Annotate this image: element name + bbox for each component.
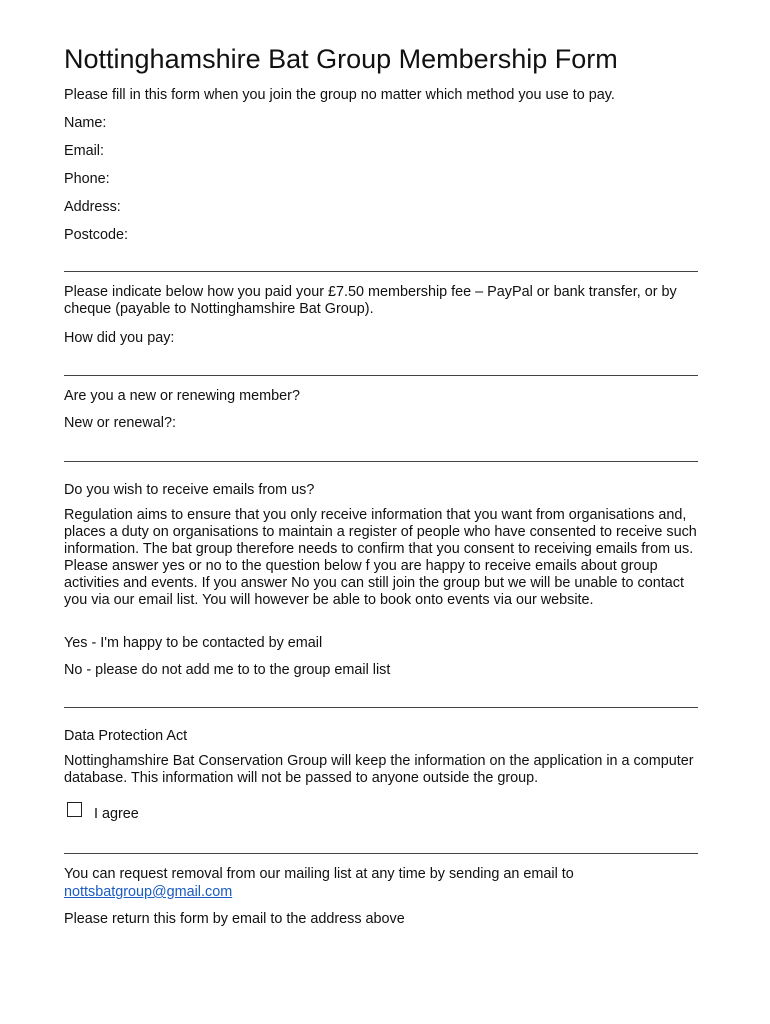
section-divider [64,271,698,272]
new-or-renewal-label: New or renewal?: [64,415,176,431]
form-title: Nottinghamshire Bat Group Membership Form [64,44,618,74]
group-email-link[interactable]: nottsbatgroup@gmail.com [64,884,233,900]
regulation-text: Regulation aims to ensure that you only receive information that you want from organisations and, places a duty on organisations to maintain a register of people who have consented to receive such information. The bat group therefore needs to confirm that you consent to receiving emails from us. Please answer yes or no to the question below f you are happy to receive emails about group activities and events. If you answer No you can still join the group but we will be unable to contact you via our email list. You will however be able to book onto events via our website. [64,507,697,608]
payment-instructions: Please indicate below how you paid your £7.50 membership fee – PayPal or bank transfer, or by cheque (payable to Nottinghamshire Bat Group). [64,284,677,317]
email-label: Email: [64,143,104,159]
section-divider [64,461,698,462]
section-divider [64,707,698,708]
email-option-yes: Yes - I'm happy to be contacted by email [64,635,323,651]
agree-checkbox[interactable] [67,802,82,817]
payment-method-label: How did you pay: [64,330,175,346]
form-intro: Please fill in this form when you join the group no matter which method you use to pay. [64,87,615,103]
email-consent-question: Do you wish to receive emails from us? [64,482,315,498]
return-instructions: Please return this form by email to the address above [64,911,405,927]
phone-label: Phone: [64,171,110,187]
membership-question: Are you a new or renewing member? [64,388,300,404]
address-label: Address: [64,199,121,215]
name-label: Name: [64,115,107,131]
postcode-label: Postcode: [64,227,128,243]
email-option-no: No - please do not add me to to the group email list [64,662,391,678]
section-divider [64,375,698,376]
data-protection-text: Nottinghamshire Bat Conservation Group will keep the information on the application in a computer database. This information will not be passed to anyone outside the group. [64,753,694,786]
section-divider [64,853,698,854]
data-protection-heading: Data Protection Act [64,728,188,744]
agree-label: I agree [94,806,139,822]
removal-request-text: You can request removal from our mailing list at any time by sending an email to [64,866,574,882]
